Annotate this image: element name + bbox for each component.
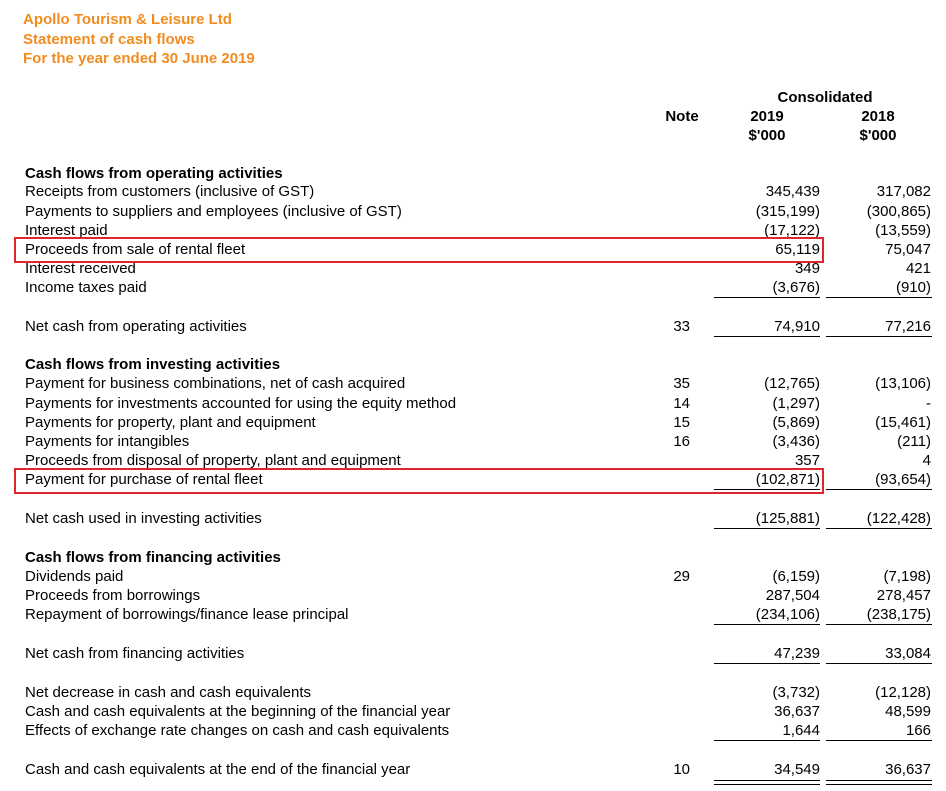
subtotal-rule-2018 bbox=[826, 740, 932, 741]
row-value-2019: (6,159) bbox=[772, 568, 820, 585]
row-note: 10 bbox=[673, 761, 690, 778]
row-value-2019: (102,871) bbox=[755, 471, 820, 488]
subtotal-rule-2018 bbox=[826, 624, 932, 625]
row-label: Payments for property, plant and equipment bbox=[25, 414, 316, 431]
row-value-2019: 74,910 bbox=[774, 318, 820, 335]
row-note: 29 bbox=[673, 568, 690, 585]
unit-2019-heading: $'000 bbox=[748, 127, 786, 144]
row-value-2018: (910) bbox=[895, 279, 931, 296]
section-heading: Cash flows from operating activities bbox=[25, 165, 283, 182]
row-label: Cash and cash equivalents at the end of the financial year bbox=[25, 761, 411, 778]
row-value-2018: (300,865) bbox=[866, 203, 931, 220]
unit-2018-heading: $'000 bbox=[859, 127, 897, 144]
row-value-2018: (238,175) bbox=[866, 606, 931, 623]
row-value-2019: 357 bbox=[794, 452, 820, 469]
row-label: Cash and cash equivalents at the beginning of the financial year bbox=[25, 703, 451, 720]
row-label: Net cash from financing activities bbox=[25, 645, 245, 662]
row-label: Payments to suppliers and employees (inclusive of GST) bbox=[25, 203, 402, 220]
row-value-2019: (315,199) bbox=[755, 203, 820, 220]
row-note: 35 bbox=[673, 375, 690, 392]
row-value-2018: (13,559) bbox=[875, 222, 931, 239]
row-value-2018: (211) bbox=[897, 433, 931, 450]
row-label: Effects of exchange rate changes on cash and cash equivalents bbox=[25, 722, 450, 739]
row-value-2018: (93,654) bbox=[875, 471, 931, 488]
row-value-2018: (12,128) bbox=[875, 684, 931, 701]
row-label: Interest paid bbox=[25, 222, 108, 239]
row-label: Repayment of borrowings/finance lease principal bbox=[25, 606, 349, 623]
row-value-2019: (3,676) bbox=[772, 279, 820, 296]
total-rule-2019 bbox=[714, 336, 820, 337]
row-value-2018: 77,216 bbox=[885, 318, 931, 335]
row-value-2018: 36,637 bbox=[885, 761, 931, 778]
company-name: Apollo Tourism & Leisure Ltd bbox=[23, 11, 232, 28]
row-value-2019: (17,122) bbox=[764, 222, 820, 239]
row-value-2019: (125,881) bbox=[755, 510, 820, 527]
row-value-2019: 287,504 bbox=[765, 587, 820, 604]
total-rule-2018 bbox=[826, 528, 932, 529]
subtotal-rule-2019 bbox=[714, 740, 820, 741]
row-label: Dividends paid bbox=[25, 568, 124, 585]
row-value-2018: 421 bbox=[905, 260, 931, 277]
row-value-2018: (15,461) bbox=[875, 414, 931, 431]
subtotal-rule-2018 bbox=[826, 297, 932, 298]
row-value-2019: 1,644 bbox=[782, 722, 820, 739]
row-label: Net cash from operating activities bbox=[25, 318, 247, 335]
row-label: Receipts from customers (inclusive of GST) bbox=[25, 183, 315, 200]
statement-title: Statement of cash flows bbox=[23, 31, 195, 48]
row-label: Interest received bbox=[25, 260, 136, 277]
subtotal-rule-2019 bbox=[714, 489, 820, 490]
row-value-2019: (1,297) bbox=[772, 395, 820, 412]
year-2019-heading: 2019 bbox=[750, 108, 784, 125]
row-value-2018: 33,084 bbox=[885, 645, 931, 662]
section-heading: Cash flows from investing activities bbox=[25, 356, 281, 373]
row-label: Proceeds from sale of rental fleet bbox=[25, 241, 246, 258]
row-value-2018: (122,428) bbox=[866, 510, 931, 527]
subtotal-rule-2019 bbox=[714, 624, 820, 625]
row-value-2019: (5,869) bbox=[772, 414, 820, 431]
total-rule-2019 bbox=[714, 528, 820, 529]
row-label: Payment for purchase of rental fleet bbox=[25, 471, 263, 488]
consolidated-heading: Consolidated bbox=[777, 89, 873, 106]
row-note: 15 bbox=[673, 414, 690, 431]
row-value-2018: - bbox=[926, 395, 931, 412]
row-value-2019: 345,439 bbox=[765, 183, 820, 200]
subtotal-rule-2019 bbox=[714, 297, 820, 298]
year-2018-heading: 2018 bbox=[861, 108, 895, 125]
period-subtitle: For the year ended 30 June 2019 bbox=[23, 50, 255, 67]
row-label: Payment for business combinations, net of cash acquired bbox=[25, 375, 406, 392]
row-value-2019: (12,765) bbox=[764, 375, 820, 392]
row-value-2018: 317,082 bbox=[876, 183, 931, 200]
row-value-2019: (3,732) bbox=[772, 684, 820, 701]
row-label: Payments for investments accounted for using the equity method bbox=[25, 395, 457, 412]
row-label: Net cash used in investing activities bbox=[25, 510, 262, 527]
row-value-2018: 4 bbox=[922, 452, 931, 469]
row-note: 33 bbox=[673, 318, 690, 335]
row-value-2018: 278,457 bbox=[876, 587, 931, 604]
row-note: 16 bbox=[673, 433, 690, 450]
final-double-rule-2019 bbox=[714, 780, 820, 785]
row-value-2019: (3,436) bbox=[772, 433, 820, 450]
row-label: Proceeds from borrowings bbox=[25, 587, 201, 604]
row-label: Proceeds from disposal of property, plant and equipment bbox=[25, 452, 401, 469]
final-double-rule-2018 bbox=[826, 780, 932, 785]
total-rule-2018 bbox=[826, 336, 932, 337]
total-rule-2019 bbox=[714, 663, 820, 664]
row-value-2018: 75,047 bbox=[885, 241, 931, 258]
row-value-2018: 166 bbox=[905, 722, 931, 739]
row-value-2019: (234,106) bbox=[755, 606, 820, 623]
total-rule-2018 bbox=[826, 663, 932, 664]
section-heading: Cash flows from financing activities bbox=[25, 549, 281, 566]
row-label: Payments for intangibles bbox=[25, 433, 190, 450]
row-label: Income taxes paid bbox=[25, 279, 147, 296]
row-value-2019: 34,549 bbox=[774, 761, 820, 778]
row-value-2018: (13,106) bbox=[875, 375, 931, 392]
row-value-2018: (7,198) bbox=[883, 568, 931, 585]
row-note: 14 bbox=[673, 395, 690, 412]
row-label: Net decrease in cash and cash equivalents bbox=[25, 684, 312, 701]
row-value-2019: 65,119 bbox=[775, 241, 820, 258]
note-heading: Note bbox=[665, 108, 699, 125]
row-value-2018: 48,599 bbox=[885, 703, 931, 720]
row-value-2019: 47,239 bbox=[774, 645, 820, 662]
subtotal-rule-2018 bbox=[826, 489, 932, 490]
row-value-2019: 36,637 bbox=[774, 703, 820, 720]
row-value-2019: 349 bbox=[794, 260, 820, 277]
